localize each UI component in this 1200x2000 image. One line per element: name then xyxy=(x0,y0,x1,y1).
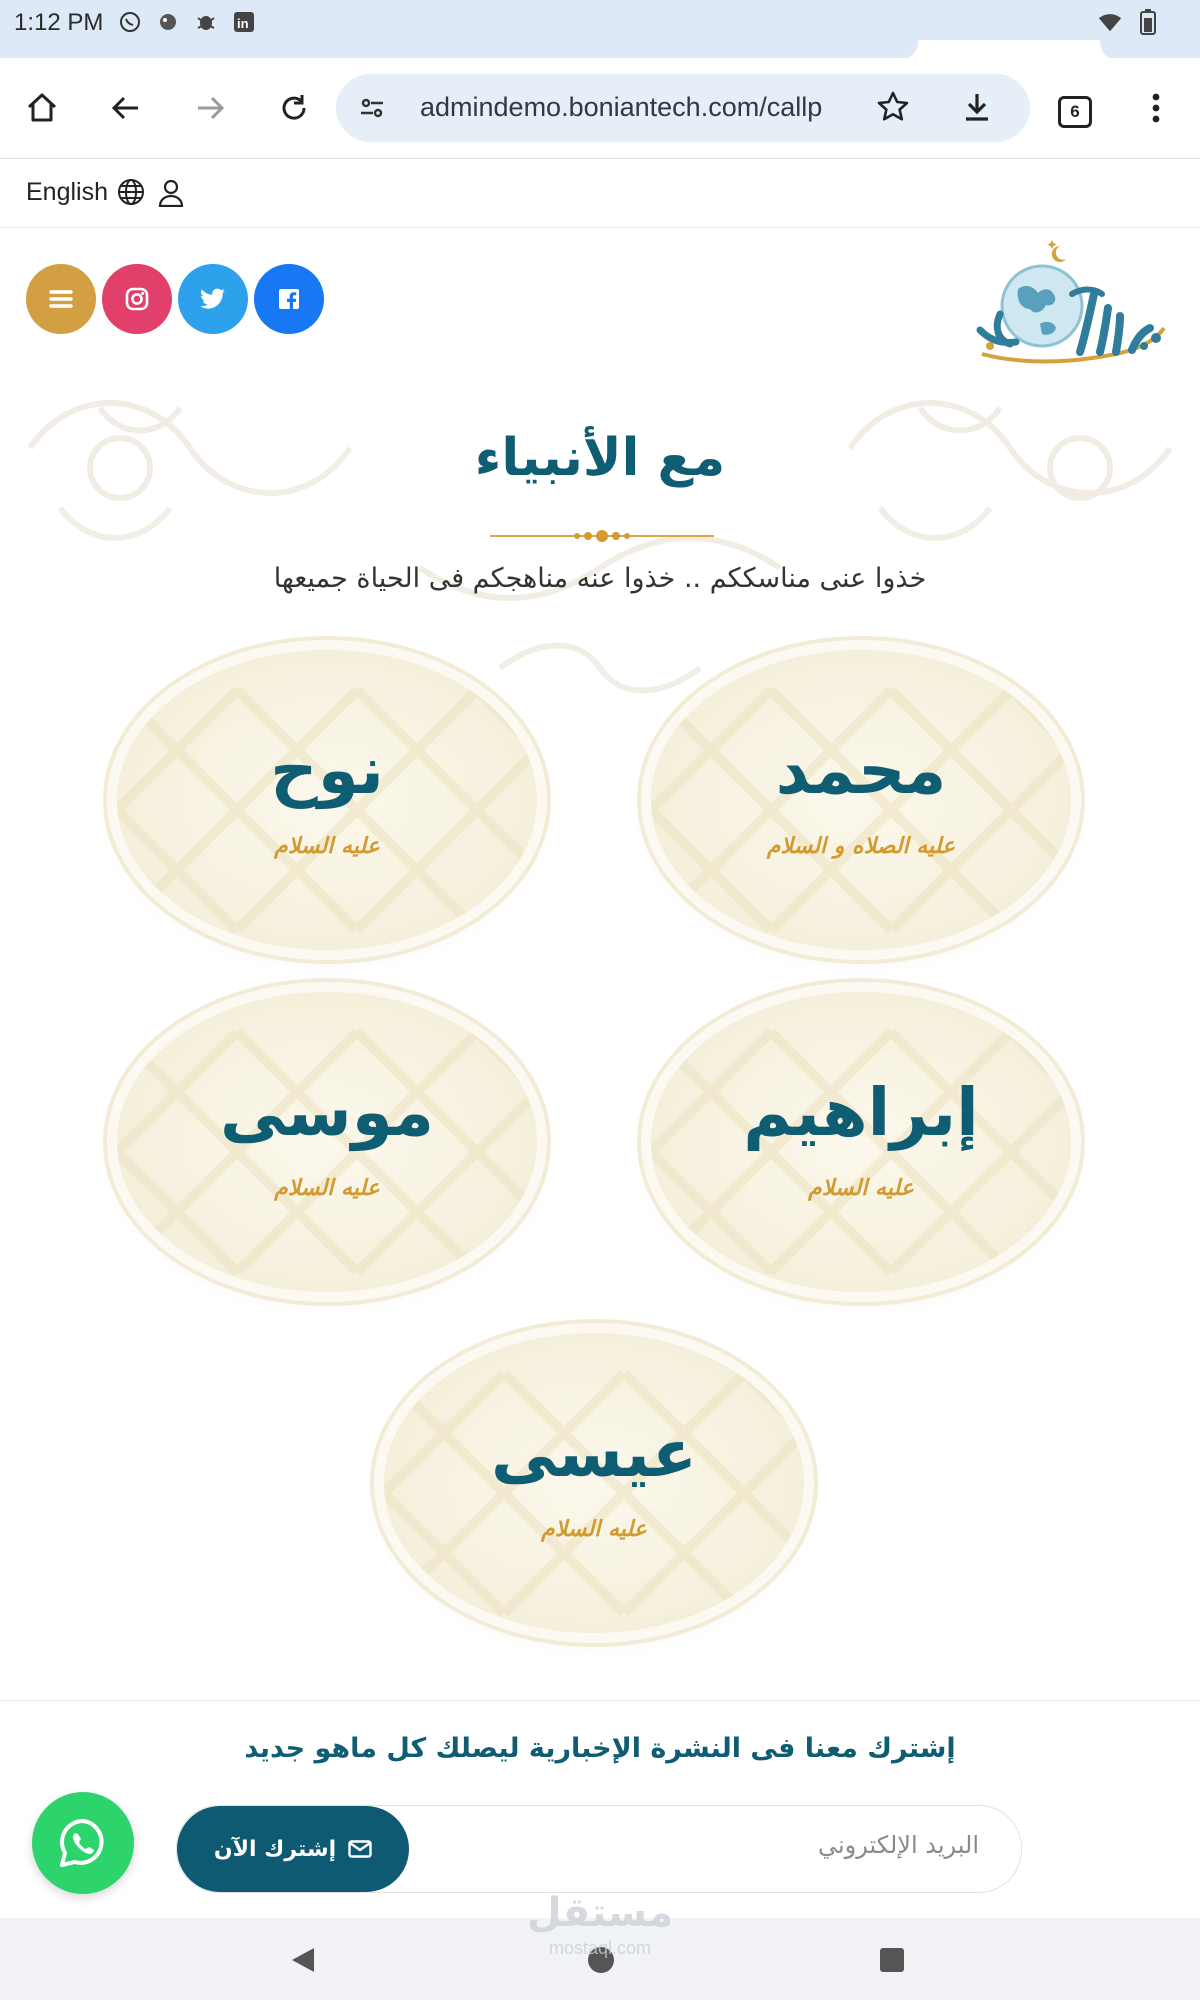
whatsapp-icon xyxy=(55,1815,111,1871)
back-icon xyxy=(110,92,142,124)
globe-icon xyxy=(116,177,146,207)
url-text[interactable]: admindemo.boniantech.com/callp xyxy=(420,92,823,122)
site-logo[interactable] xyxy=(960,234,1180,370)
newsletter-form xyxy=(176,1805,1022,1893)
newsletter-title: إشترك معنا فى النشرة الإخبارية ليصلك كل ماهو جديد xyxy=(244,1733,956,1764)
more-menu-button[interactable] xyxy=(1132,84,1180,132)
status-time: 1:12 PM xyxy=(14,9,104,36)
mostaql-watermark-url: mostaql.com xyxy=(548,1938,652,1958)
language-switcher[interactable] xyxy=(26,177,146,207)
forward-icon xyxy=(194,92,226,124)
nav-back-icon[interactable] xyxy=(290,1946,316,1978)
site-header xyxy=(0,228,1200,368)
browser-toolbar xyxy=(0,58,1200,158)
language-label[interactable]: English xyxy=(26,177,108,206)
reload-icon xyxy=(278,92,310,124)
prophet-card-musa[interactable] xyxy=(117,992,537,1292)
site-topbar xyxy=(0,159,1200,228)
newsletter-email-input[interactable] xyxy=(477,1830,981,1860)
bookmark-star-icon[interactable] xyxy=(876,90,910,128)
wifi-icon xyxy=(1098,10,1122,34)
address-bar[interactable] xyxy=(336,74,1030,142)
prophet-card-isa[interactable] xyxy=(384,1333,804,1633)
tab-strip-edge-right xyxy=(1100,40,1200,60)
subscribe-button[interactable] xyxy=(177,1806,409,1892)
facebook-icon xyxy=(278,288,300,310)
home-icon xyxy=(25,91,59,125)
envelope-icon xyxy=(348,1840,372,1858)
user-account-button[interactable] xyxy=(158,179,184,211)
menu-icon xyxy=(49,289,73,309)
tab-switcher-button[interactable]: 6 xyxy=(1058,96,1092,128)
more-icon xyxy=(1151,92,1161,124)
twitter-icon xyxy=(200,288,226,310)
battery-icon xyxy=(1136,10,1160,34)
prophet-name: محمد xyxy=(775,732,947,809)
vpn-notification-icon xyxy=(156,10,180,34)
prophet-blessing: عليه السلام xyxy=(274,834,380,859)
whatsapp-chat-button[interactable] xyxy=(32,1792,134,1894)
prophet-name: موسى xyxy=(220,1074,434,1151)
newsletter-divider xyxy=(0,1700,1200,1701)
instagram-icon xyxy=(125,287,149,311)
back-button[interactable] xyxy=(102,84,150,132)
section-subtitle: خذوا عنى مناسككم .. خذوا عنه مناهجكم فى الحياة جميعها xyxy=(273,563,927,594)
prophet-blessing: عليه السلام xyxy=(808,1176,914,1201)
system-icons xyxy=(1098,10,1160,34)
whatsapp-notification-icon xyxy=(118,10,142,34)
prophet-blessing: عليه السلام xyxy=(274,1176,380,1201)
site-settings-icon[interactable] xyxy=(358,94,386,126)
subscribe-label[interactable]: إشترك الآن xyxy=(213,1836,337,1862)
twitter-button[interactable] xyxy=(178,264,248,334)
notification-icons xyxy=(118,10,256,34)
linkedin-notification-icon xyxy=(232,10,256,34)
prophet-card-nuh[interactable] xyxy=(117,650,537,950)
bug-notification-icon xyxy=(194,10,218,34)
facebook-button[interactable] xyxy=(254,264,324,334)
tab-strip-edge xyxy=(0,40,918,60)
home-button[interactable] xyxy=(18,84,66,132)
prophet-blessing: عليه السلام xyxy=(541,1517,647,1542)
download-icon[interactable] xyxy=(960,90,994,128)
svg-text:in: in xyxy=(237,16,249,31)
prophet-name: عيسى xyxy=(491,1415,697,1492)
prophet-card-muhammad[interactable] xyxy=(651,650,1071,950)
reload-button[interactable] xyxy=(270,84,318,132)
instagram-button[interactable] xyxy=(102,264,172,334)
title-divider-ornament xyxy=(490,528,714,544)
prophet-card-ibrahim[interactable] xyxy=(651,992,1071,1292)
nav-recents-icon[interactable] xyxy=(880,1948,904,1972)
prophet-name: إبراهيم xyxy=(743,1074,979,1151)
section-title: مع الأنبياء xyxy=(474,428,726,488)
forward-button[interactable] xyxy=(186,84,234,132)
prophet-blessing: عليه الصلاه و السلام xyxy=(766,834,956,859)
mostaql-watermark-logo: مستقل xyxy=(526,1890,674,1936)
menu-button[interactable] xyxy=(26,264,96,334)
user-icon xyxy=(158,179,184,207)
prophet-name: نوح xyxy=(270,732,384,809)
